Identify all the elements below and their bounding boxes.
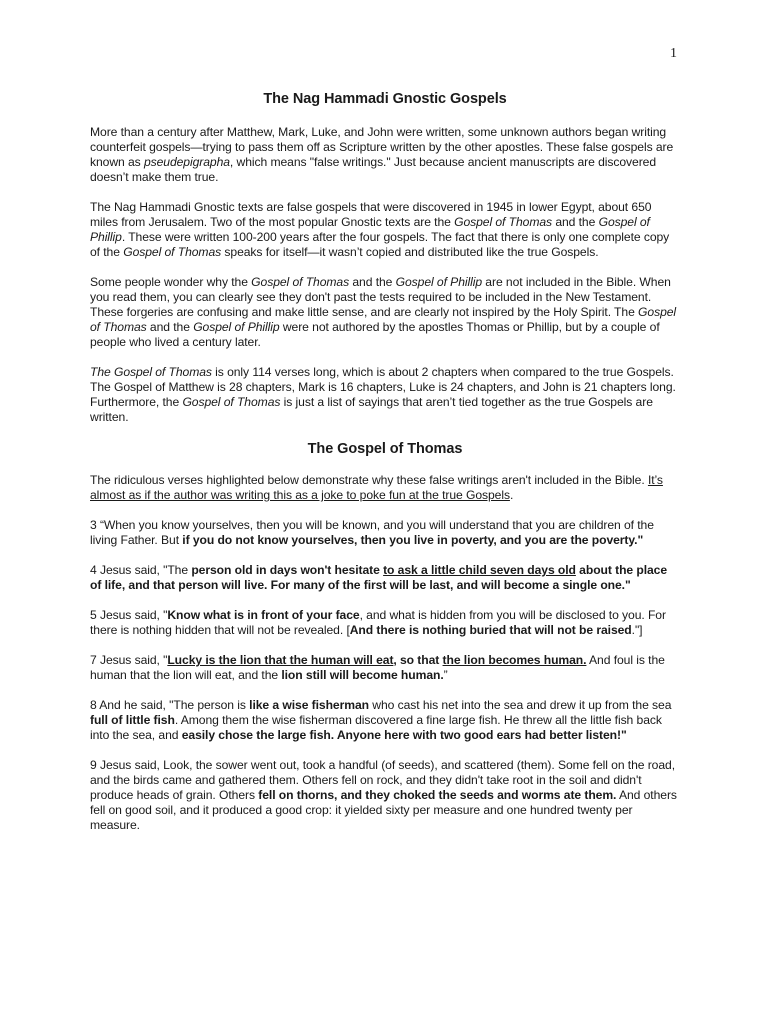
verse-4: 4 Jesus said, "The person old in days won't hesitate to ask a little child seven days old about the place of life, and that person will live. For many of the first will be last, and will become a single one." — [90, 563, 668, 592]
document-body — [90, 90, 680, 848]
verses-intro-paragraph: The ridiculous verses highlighted below demonstrate why these false writings aren't included in the Bible. It’s almost as if the author was writing this as a joke to poke fun at the true Gospels. — [90, 473, 663, 502]
page-number: 1 — [670, 46, 677, 61]
verse-9: 9 Jesus said, Look, the sower went out, took a handful (of seeds), and scattered (them). Some fell on the road, and the birds came and gathered them. Others fell on rock, and they didn't take root in the soil and didn't produce heads of grain. Others fell on thorns, and they choked the seeds and worms ate them. And others fell on good soil, and it produced a good crop: it yielded sixty per measure and one hundred twenty per measure. — [90, 758, 677, 832]
verse-3: 3 “When you know yourselves, then you will be known, and you will understand that you are children of the living Father. But if you do not know yourselves, then you live in poverty, and you are the poverty." — [90, 518, 654, 547]
intro-paragraph: More than a century after Matthew, Mark, Luke, and John were written, some unknown authors began writing counterfeit gospels—trying to pass them off as Scripture written by the other apostles. These false gospels are known as pseudepigrapha, which means "false writings." Just because ancient manuscripts are discovered doesn’t make them true. — [90, 125, 674, 184]
length-paragraph: The Gospel of Thomas is only 114 verses long, which is about 2 chapters when compared to the true Gospels. The Gospel of Matthew is 28 chapters, Mark is 16 chapters, Luke is 24 chapters, and John is 21 chapters long. Furthermore, the Gospel of Thomas is just a list of sayings that aren’t tied together as the true Gospels are written. — [90, 365, 676, 424]
verse-5: 5 Jesus said, "Know what is in front of your face, and what is hidden from you will be disclosed to you. For there is nothing hidden that will not be revealed. [And there is nothing buried that will not be raised."] — [90, 608, 666, 637]
verse-8: 8 And he said, "The person is like a wise fisherman who cast his net into the sea and drew it up from the sea full of little fish. Among them the wise fisherman discovered a fine large fish. He threw all the little fish back into the sea, and easily chose the large fish. Anyone here with two good ears had better listen!" — [90, 698, 672, 742]
document-title: The Nag Hammadi Gnostic Gospels — [263, 91, 507, 107]
nag-hammadi-paragraph: The Nag Hammadi Gnostic texts are false gospels that were discovered in 1945 in lower Egypt, about 650 miles from Jerusalem. Two of the most popular Gnostic texts are the Gospel of Thomas and the Gospel of Phillip. These were written 100-200 years after the four gospels. The fact that there is only one complete copy of the Gospel of Thomas speaks for itself—it wasn’t copied and distributed like the true Gospels. — [90, 200, 670, 259]
section-title: The Gospel of Thomas — [307, 441, 463, 457]
verse-7: 7 Jesus said, "Lucky is the lion that the human will eat, so that the lion becomes human. And foul is the human that the lion will eat, and the lion still will become human.” — [90, 653, 665, 682]
why-not-included-paragraph: Some people wonder why the Gospel of Thomas and the Gospel of Phillip are not included in the Bible. When you read them, you can clearly see they don't past the tests required to be included in the New Testament. These forgeries are confusing and make little sense, and are clearly not inspired by the Holy Spirit. The Gospel of Thomas and the Gospel of Phillip were not authored by the apostles Thomas or Phillip, but by a couple of people who lived a century later. — [90, 275, 677, 349]
